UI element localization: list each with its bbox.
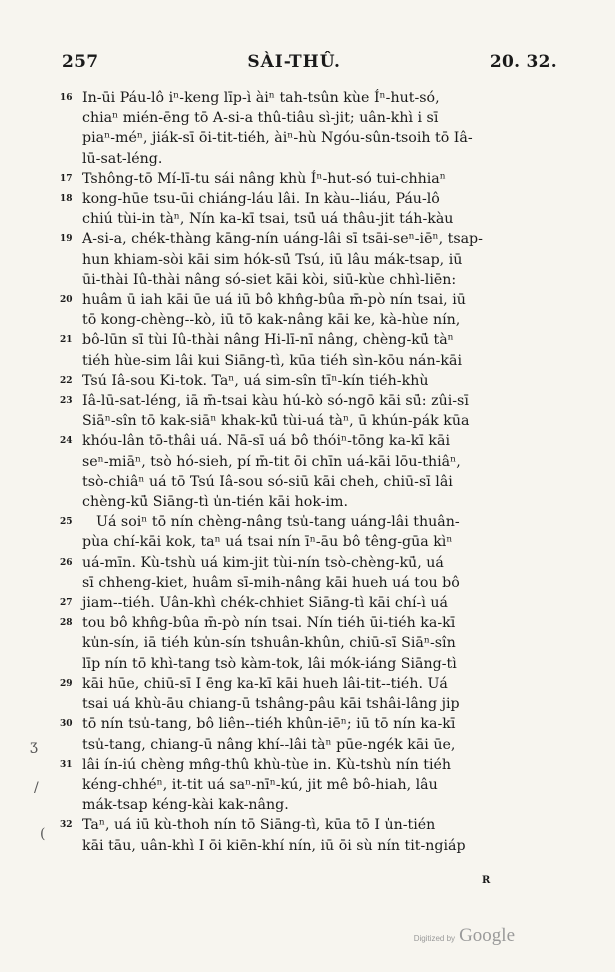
verse-number: 27 — [60, 598, 73, 609]
line-text: khóu-lân tō-thâi uá. Nā-sī uá bô thóiⁿ-tōng ka-kī kāi — [82, 433, 450, 450]
line-text: kāi hūe, chiū-sī I ēng ka-kī kāi hueh lâi-tit--tiéh. Uá — [82, 675, 448, 692]
margin-mark: / — [34, 780, 39, 796]
line-text: tō kong-chèng--kò, iū tō kak-nâng kāi ke, kà-hùe nín, — [82, 312, 461, 329]
text-line — [60, 795, 552, 815]
text-line — [60, 512, 552, 532]
line-text: A-si-a, chék-thàng kāng-nín uáng-lâi sī tsāi-seⁿ-iēⁿ, tsap- — [82, 231, 483, 248]
verse-number: 21 — [60, 335, 73, 346]
line-text: tsò-chiâⁿ uá tō Tsú Iâ-sou só-siū kāi cheh, chiū-sī lâi — [82, 473, 453, 490]
line-text: ku̍n-sín, iā tiéh ku̍n-sín tshuân-khûn, chiū-sī Siāⁿ-sîn — [82, 635, 456, 652]
text-line — [60, 229, 552, 249]
text-line — [60, 553, 552, 573]
verse-number: 22 — [60, 375, 73, 386]
line-text: lū-sat-léng. — [82, 150, 163, 167]
line-text: kong-hūe tsu-ūi chiáng-láu lâi. In kàu--liáu, Páu-lô — [82, 191, 440, 208]
line-text: seⁿ-miāⁿ, tsò hó-sieh, pí m̄-tit ōi chīn uá-kāi lōu-thiâⁿ, — [82, 453, 461, 470]
text-line — [60, 431, 552, 451]
verse-number: 16 — [60, 93, 73, 103]
text-line — [60, 613, 552, 633]
text-line — [60, 330, 552, 350]
running-header — [62, 52, 557, 72]
signature-mark: R — [482, 875, 491, 886]
verse-number: 31 — [60, 759, 73, 770]
line-text: ūi-thài Iû-thài nâng só-siet kāi kòi, siū-kùe chhì-liēn: — [82, 271, 457, 288]
text-line — [60, 633, 552, 653]
text-line — [60, 310, 552, 330]
verse-number: 25 — [60, 517, 73, 528]
margin-mark: ( — [40, 826, 46, 842]
text-line — [60, 351, 552, 371]
text-line — [60, 149, 552, 169]
text-line — [60, 452, 552, 472]
google-watermark — [414, 925, 515, 947]
line-text: chèng-kū̍ Siāng-tì u̍n-tién kāi hok-im. — [82, 494, 348, 511]
line-text: uá-mīn. Kù-tshù uá kim-jit tùi-nín tsò-chèng-kū̍, uá — [82, 554, 444, 571]
line-text: Iâ-lū-sat-léng, iā m̄-tsai kàu hú-kò só-ngō kāi sū̍: zûi-sī — [82, 393, 469, 410]
watermark-brand: Google — [459, 925, 515, 946]
line-text: Siāⁿ-sîn tō kak-siāⁿ khak-kū̍ tùi-uá tàⁿ, ū khún-pák kūa — [82, 413, 470, 430]
line-text: kāi tāu, uân-khì I ōi kiēn-khí nín, iū ōi sù nín tit-ngiáp — [82, 837, 466, 854]
verse-number: 32 — [60, 820, 73, 831]
text-line — [60, 472, 552, 492]
line-text: pùa chí-kāi kok, taⁿ uá tsai nín īⁿ-āu bô têng-gūa kìⁿ — [82, 534, 453, 551]
verse-number: 17 — [60, 173, 73, 184]
line-text: bô-lūn sī tùi Iû-thài nâng Hi-lī-nī nâng, chèng-kū̍ tàⁿ — [82, 332, 454, 349]
verse-number: 30 — [60, 719, 73, 730]
verse-number: 18 — [60, 194, 73, 205]
verse-number: 20 — [60, 295, 73, 306]
line-text: Tshông-tō Mí-lī-tu sái nâng khù Íⁿ-hut-só tui-chhiaⁿ — [82, 170, 446, 187]
line-text: piaⁿ-méⁿ, jiák-sī ōi-tit-tiéh, àiⁿ-hù Ngóu-sûn-tsoih tō Iâ- — [82, 130, 473, 147]
text-line — [60, 674, 552, 694]
margin-mark: ʒ — [30, 738, 38, 754]
text-line — [60, 88, 552, 108]
watermark-prefix: Digitized by — [413, 934, 456, 943]
chapter-verse: 20. 32. — [489, 52, 557, 72]
text-line — [60, 492, 552, 512]
line-text: sī chheng-kiet, huâm sī-mih-nâng kāi hueh uá tou bô — [82, 574, 460, 591]
verse-number: 19 — [60, 234, 73, 245]
text-line — [60, 391, 552, 411]
text-line — [60, 270, 552, 290]
line-text: hun khiam-sòi kāi sim hók-sū̍ Tsú, iū lâu mák-tsap, iū — [82, 251, 463, 268]
text-line — [60, 108, 552, 128]
text-line — [60, 735, 552, 755]
text-line — [60, 209, 552, 229]
text-line — [60, 755, 552, 775]
text-line — [60, 836, 552, 856]
text-line — [60, 593, 552, 613]
line-text: mák-tsap kéng-kài kak-nâng. — [82, 797, 289, 814]
text-line — [60, 654, 552, 674]
text-line — [60, 573, 552, 593]
line-text: Taⁿ, uá iū kù-thoh nín tō Siāng-tì, kūa tō I u̍n-tién — [82, 817, 436, 834]
line-text: In-ūi Páu-lô iⁿ-keng līp-ì àiⁿ tah-tsûn kùe Íⁿ-hut-só, — [82, 90, 440, 106]
line-text: tsai uá khù-āu chiang-ū tshâng-pâu kāi tshâi-lâng jip — [82, 696, 460, 713]
line-text: lâi ín-iú chèng mn̂g-thû khù-tùe in. Kù-tshù nín tiéh — [82, 756, 452, 773]
line-text: Uá soiⁿ tō nín chèng-nâng tsu̍-tang uáng-lâi thuân- — [96, 514, 460, 531]
page-number: 257 — [62, 52, 99, 72]
verse-number: 29 — [60, 678, 73, 689]
text-line — [60, 128, 552, 148]
line-text: chiaⁿ mién-ēng tō A-si-a thû-tiâu sì-jit; uân-khì i sī — [82, 110, 439, 127]
text-line — [60, 189, 552, 209]
line-text: līp nín tō khì-tang tsò kàm-tok, lâi mók-iáng Siāng-tì — [82, 655, 457, 672]
text-line — [60, 169, 552, 189]
line-text: huâm ū iah kāi ūe uá iū bô khn̂g-bûa m̄-pò nín tsai, iū — [82, 292, 466, 309]
text-line — [60, 290, 552, 310]
text-line — [60, 411, 552, 431]
line-text: tsu̍-tang, chiang-ū nâng khí--lâi tàⁿ pūe-ngék kāi ūe, — [82, 736, 456, 753]
line-text: tō nín tsu̍-tang, bô liên--tiéh khûn-iēⁿ; iū tō nín ka-kī — [82, 716, 456, 733]
verse-number: 26 — [60, 557, 73, 568]
verse-number: 23 — [60, 396, 73, 407]
line-text: chiú tùi-in tàⁿ, Nín ka-kī tsai, tsū̍ uá thâu-jit táh-kàu — [82, 211, 454, 228]
text-line — [60, 694, 552, 714]
line-text: Tsú Iâ-sou Ki-tok. Taⁿ, uá sim-sîn tīⁿ-kín tiéh-khù — [82, 372, 429, 389]
text-body — [60, 88, 552, 856]
verse-number: 28 — [60, 618, 73, 629]
text-line — [60, 371, 552, 391]
line-text: jiam--tiéh. Uân-khì chék-chhiet Siāng-tì kāi chí-ì uá — [82, 595, 448, 612]
book-title: SÀI-THÛ. — [247, 52, 341, 72]
verse-number: 24 — [60, 436, 73, 447]
line-text: kéng-chhéⁿ, it-tit uá saⁿ-nīⁿ-kú, jit mê bô-hiah, lâu — [82, 776, 438, 793]
text-line — [60, 815, 552, 835]
text-line — [60, 775, 552, 795]
line-text: tou bô khn̂g-bûa m̄-pò nín tsai. Nín tiéh ūi-tiéh ka-kī — [82, 615, 456, 632]
text-line — [60, 250, 552, 270]
text-line — [60, 532, 552, 552]
line-text: tiéh hùe-sim lâi kui Siāng-tì, kūa tiéh sìn-kōu nán-kāi — [82, 352, 462, 369]
text-line — [60, 714, 552, 734]
